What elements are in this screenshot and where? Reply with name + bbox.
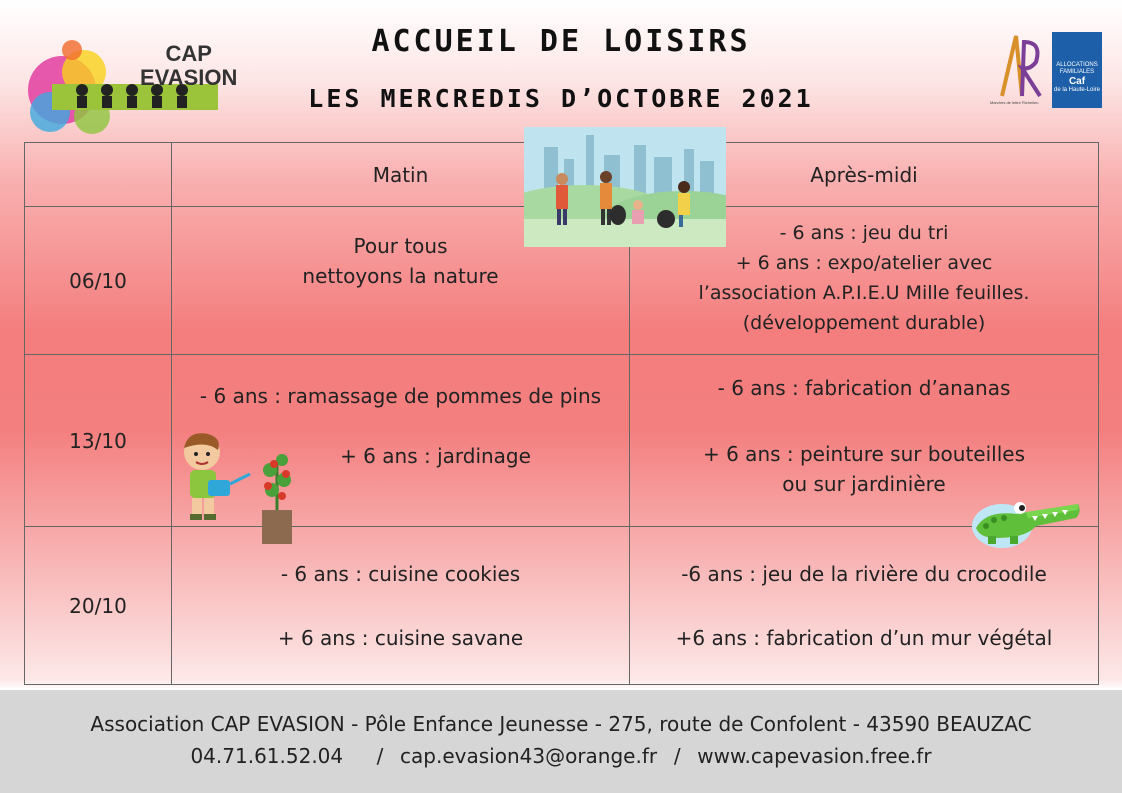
ar-caption: Marches de lettre Richelieu (990, 100, 1039, 105)
header-afternoon: Après-midi (630, 143, 1099, 207)
caf-logo-icon (1052, 32, 1102, 108)
activity-line: nettoyons la nature (302, 264, 499, 288)
caf-sub: de la Haute-Loire (1053, 87, 1101, 93)
activity-line: ou sur jardinière (782, 472, 946, 496)
footer-separator: / (673, 744, 681, 768)
activity-line: + 6 ans : peinture sur bouteilles (702, 442, 1026, 466)
nature-cleanup-illustration-icon (524, 127, 726, 247)
logo-name-line2: EVASION (140, 65, 238, 90)
activity-line: l’association A.P.I.E.U Mille feuilles. (698, 282, 1030, 304)
footer-phone: 04.71.61.52.04 (190, 744, 344, 768)
activity-line: + 6 ans : expo/atelier avec (735, 252, 993, 274)
header-morning: Matin (172, 143, 630, 207)
footer (0, 690, 1122, 793)
caf-name: Caf (1068, 76, 1086, 87)
logo-name-line1: CAP (165, 41, 212, 66)
footer-email-link[interactable]: cap.evasion43@orange.fr (400, 744, 658, 768)
footer-separator: / (376, 744, 384, 768)
footer-contact (0, 744, 1122, 768)
row-date: 20/10 (25, 527, 172, 685)
row-date: 13/10 (25, 355, 172, 527)
activity-line: Pour tous (353, 234, 448, 258)
activity-line: - 6 ans : ramassage de pommes de pins (199, 383, 602, 408)
activity-line: - 6 ans : fabrication d’ananas (717, 376, 1011, 400)
caf-line-2: FAMILIALES (1059, 69, 1095, 75)
page-subtitle: LES MERCREDIS D’OCTOBRE 2021 (308, 84, 814, 113)
boy-watering-plant-illustration-icon (178, 430, 302, 548)
activity-line: +6 ans : fabrication d’un mur végétal (675, 625, 1053, 650)
crocodile-illustration-icon (966, 482, 1086, 552)
activity-line: + 6 ans : jardinage (340, 443, 531, 468)
activity-line: -6 ans : jeu de la rivière du crocodile (681, 561, 1047, 586)
activity-line: (développement durable) (742, 312, 986, 334)
footer-address: Association CAP EVASION - Pôle Enfance Jeunesse - 275, route de Confolent - 43590 BEAUZAC (90, 712, 1032, 736)
activity-line: - 6 ans : cuisine cookies (280, 561, 521, 586)
partner-logos (992, 28, 1102, 108)
table-row (25, 527, 1099, 685)
caf-line-1: ALLOCATIONS (1056, 62, 1098, 68)
row-date: 06/10 (25, 207, 172, 355)
header-date-cell (25, 143, 172, 207)
footer-website-link[interactable]: www.capevasion.free.fr (697, 744, 932, 768)
activity-line: - 6 ans : jeu du tri (779, 222, 949, 244)
page-title: ACCUEIL DE LOISIRS (371, 24, 751, 59)
ar-logo-icon (992, 28, 1048, 108)
activity-line: + 6 ans : cuisine savane (277, 625, 524, 650)
row-morning (172, 527, 630, 685)
